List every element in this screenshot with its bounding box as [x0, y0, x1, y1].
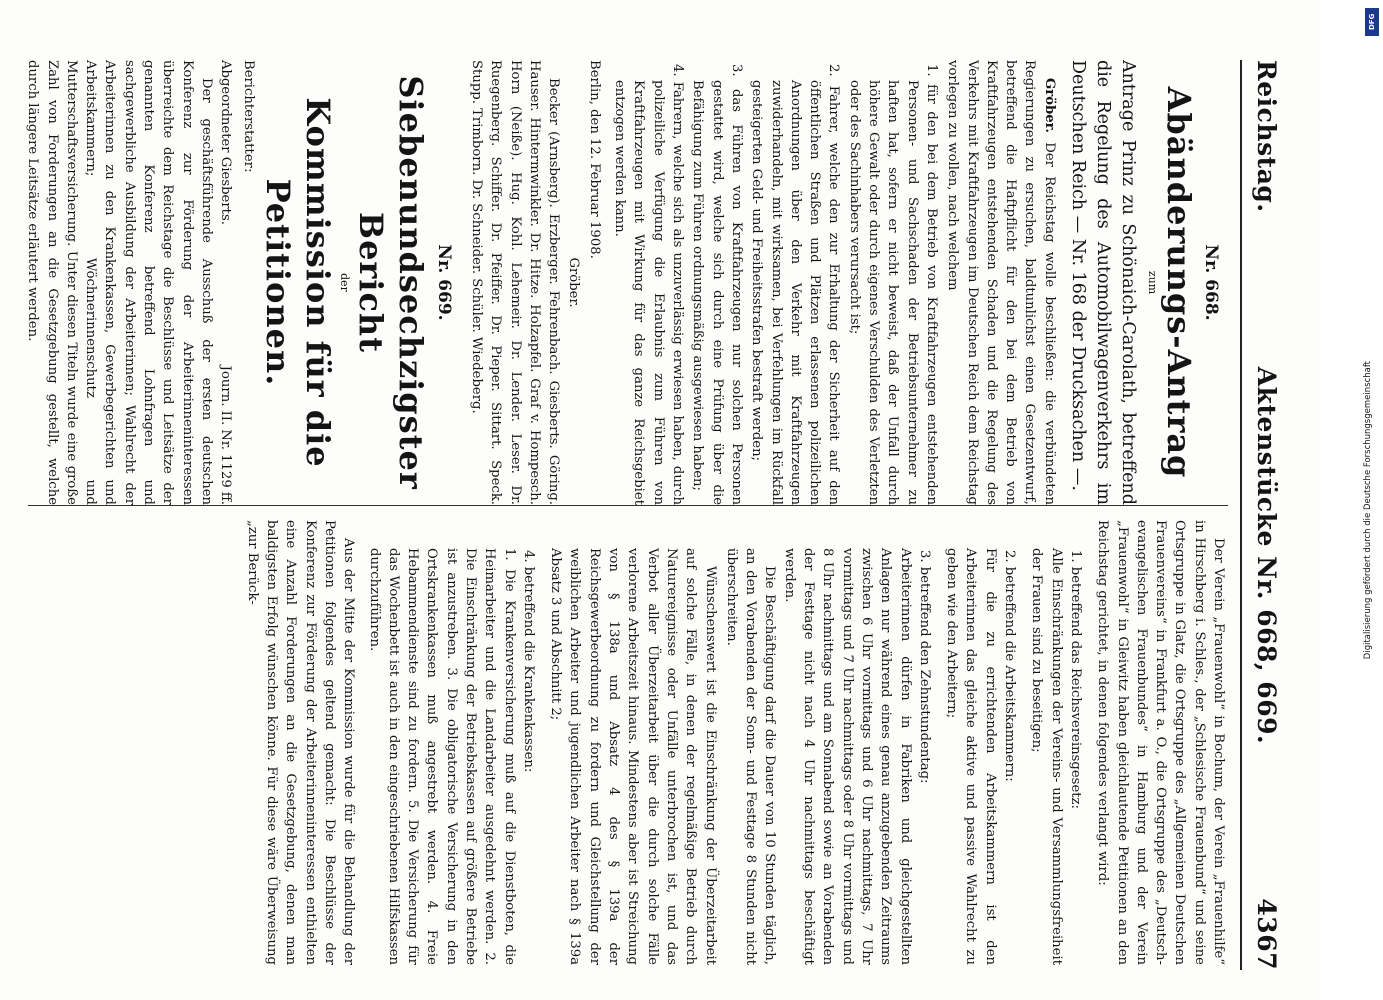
- duration-paragraph: Die Beschäftigung darf die Dauer von 10 Stunden täglich, an den Vorabenden der Sonn- und Festtage 8 Stunden nicht überschreiten.: [723, 548, 778, 965]
- intro-name: Gröber.: [1041, 78, 1057, 133]
- dfg-logo: DFG: [1365, 8, 1379, 36]
- right-column: [23, 520, 1228, 965]
- column-divider: [28, 505, 1228, 506]
- header-left: Reichstag.: [1252, 60, 1282, 213]
- left-column: [23, 60, 1228, 505]
- overtime-paragraph: Wünschenswert ist die Einschränkung der Überzeitarbeit auf solche Fälle, in denen der regelmäßige Betrieb durch Naturereignisse oder Unfälle unterbrochen ist, und das Verbot aller Überzeitarbeit über die durch solche Fälle verlorene Arbeitszeit hinaus. Mindestens aber ist Streichung von § 138a und Absatz 4 des § 139a der Reichsgewerbeordnung zu fordern und Gleichstellung der weiblichen Arbeiter und jugendlichen Arbeiter nach § 139a Absatz 3 und Abschnitt 2;: [548, 548, 718, 965]
- demand-heading: 4. betreffend die Krankenkassen:: [520, 550, 536, 773]
- doc-668-signer: Gröber.: [565, 257, 581, 308]
- doc-668-date: Berlin, den 12. Februar 1908.: [586, 60, 602, 259]
- doc-668-intro: [943, 60, 1059, 505]
- doc-668-zum: zum: [1145, 270, 1159, 295]
- header-center: Aktenstücke Nr. 668, 669.: [1252, 366, 1282, 745]
- doc-669-number: Nr. 669.: [433, 244, 454, 321]
- page-header: [1240, 60, 1292, 970]
- intro-text: Der Reichstag wolle beschließen: die verbündeten Regierungen zu ersuchen, baldtunlichst einen Gesetzentwurf, betreffend die Haftpflicht für den bei dem Betrieb von Kraftfahrzeugen entstehenden Schaden und die Regelung des Verkehrs mit Kraftfahrzeugen im Deutschen Reich dem Reichstag vorlegen zu wollen, nach welchem: [945, 60, 1057, 505]
- doc-669-title-1: Siebenundsechzigster Bericht: [352, 75, 431, 490]
- demand-heading: 2. betreffend die Arbeitskammern:: [1002, 550, 1018, 782]
- doc-669-title-2: Kommission für die Petitionen.: [259, 97, 338, 468]
- journal-ref: Journ. II. Nr. 1129 ff.: [218, 365, 234, 505]
- reporter-name: Abgeordneter Giesberts.: [218, 60, 234, 225]
- list-item: 1. für den bei dem Betrieb von Kraftfahrzeugen entstehenden Personen- und Sachschaden der Betriebsunternehmer zu haften hat, sofern er nicht beweist, daß der Unfall durch höhere Gewalt oder durch eigenes Verschulden des Verletzten oder des Sachinhabers verursacht ist;: [846, 64, 939, 505]
- demand-heading: 3. betreffend den Zehnstundentag:: [916, 550, 932, 784]
- list-item: 4. Fahrern, welche sich als unzuverlässig erwiesen haben, durch polizeiliche Verfügung die Erlaubnis zum Führen von Kraftfahrzeugen mit Wirkung für das ganze Reichsgebiet entzogen werden kann.: [612, 64, 686, 505]
- demand-text: Alle Einschränkungen der Vereins- und Versammlungsfreiheit der Frauen sind zu beseitigen;: [1029, 548, 1064, 965]
- demand-text: 1. Die Krankenversicherung muß auf die Dienstboten, die Heimarbeiter und die Landarbeiter ausgedehnt werden. 2. Die Einschränkung der Betriebskassen auf größere Betriebe ist anzustreben. 3. Die obligatorische Versicherung in den Ortskrankenkassen muß angestrebt werden. 4. Freie Hebammendienste sind zu fordern. 5. Die Versicherung für das Wochenbett ist auch in den eingeschriebenen Hilfskassen durchzuführen.: [366, 548, 517, 965]
- doc-668-number: Nr. 668.: [1201, 244, 1221, 321]
- doc-668-title: Abänderungs-Antrag: [1159, 86, 1198, 479]
- funding-note-text: Digitalisierung gefördert durch die Deutsche Forschungsgemeinschaft: [1363, 360, 1373, 660]
- demand-text: Für die zu errichtenden Arbeitskammern ist den Arbeiterinnen das gleiche aktive und passive Wahlrecht zu geben wie den Arbeitern;: [944, 548, 998, 965]
- doc-668-lead: Antrage Prinz zu Schönaich-Carolath, betreffend die Regelung des Automobilwagenverkehrs im Deutschen Reich — Nr. 168 der Drucksachen —.: [1067, 60, 1138, 505]
- demand-text: Arbeiterinnen dürfen in Fabriken und gleichgestellten Anlagen nur während eines genau anzugebenden Zeitraums zwischen 6 Uhr vormittags und 6 Uhr nachmittags, 7 Uhr vormittags und 7 Uhr nachmittags oder 8 Uhr vormittags und 8 Uhr nachmittags und am Sonnabend sowie an Vorabenden der Festtage nicht nach 4 Uhr nachmittags beschäftigt werden.: [781, 548, 913, 965]
- doc-669-intro: Der geschäftsführende Ausschuß der ersten deutschen Konferenz zur Förderung der Arbeiterinneninteressen überreichte dem Reichstage die Beschlüsse und Leitsätze der genannten Konferenz betreffend Lohnfragen und sachgewerbliche Ausbildung der Arbeiterinnen; Wahlrecht der Arbeiterinnen zu den Krankenkassen, Gewerbegerichten und Arbeitskammern; Wöchnerinnenschutz und Mutterschaftsversicherung. Unter diesen Titeln wurde eine große Zahl von Forderungen an die Gesetzgebung gestellt, welche durch längere Leitsätze erläutert werden.: [25, 60, 214, 505]
- reporter-label: Berichterstatter:: [241, 60, 257, 173]
- doc-669-der: der: [338, 273, 352, 292]
- doc-668-signatories: Becker (Arnsberg). Erzberger. Fehrenbach. Giesberts. Göring. Hauser. Hintermwinkler. Dr. Hitze. Holzapfel. Graf v. Hompesch. Horn (Neiße). Hug. Kohl. Lehemeir. Dr. Lender. Leser. Dr. Ruegenberg. Schiffer. Dr. Pfeiffer. Dr. Pieper. Sittart. Speck. Stupp. Trimborn. Dr. Schneider. Schüler. Wiedeberg.: [469, 60, 562, 505]
- page-number: 4367: [1252, 898, 1282, 970]
- petition-paragraph: Der Verein „Frauenwohl“ in Bochum, der Verein „Frauenhilfe“ in Hirschberg i. Schles., der „Schlesische Frauenbund“ und seine Ortsgruppe in Glatz, die Ortsgruppe des „Allgemeinen Deutschen Frauenvereins“ in Frankfurt a. O., die Ortsgruppe des „Deutsch-evangelischen Frauenbundes“ in Hamburg und der Verein „Frauenwohl“ in Gleiwitz haben gleichlautende Petitionen an den Reichstag gerichtet, in denen folgendes verlangt wird:: [1095, 520, 1226, 965]
- list-item: 3. das Führen von Kraftfahrzeugen nur solchen Personen gestattet wird, welche sich durch eine Prüfung über die Befähigung zum Führen ordnungsmäßig ausgewiesen haben;: [690, 64, 744, 505]
- demand-heading: 1. betreffend das Reichsvereinsgesetz:: [1067, 550, 1083, 809]
- list-item: 2. Fahrer, welche den zur Erhaltung der Sicherheit auf den öffentlichen Straßen und Plätzen erlassenen polizeilichen Anordnungen über den Verkehr mit Kraftfahrzeugen zuwiderhandeln, mit wirksamen, bei Verfehlungen im Rückfall gesteigerten Geld- und Freiheitsstrafen bestraft werden;: [749, 64, 842, 505]
- reporter-line: [216, 60, 235, 505]
- commission-paragraph: Aus der Mitte der Kommission wurde für die Behandlung der Petitionen folgendes geltend gemacht: Die Beschlüsse der Konferenz zur Förderung der Arbeiterinneninteressen enthielten eine Anzahl Forderungen an die Gesetzgebung, denen man baldigsten Erfolg wünschen könne. Für diese wäre Überweisung „zur Berück-: [244, 520, 357, 965]
- funding-note: [1359, 20, 1377, 1000]
